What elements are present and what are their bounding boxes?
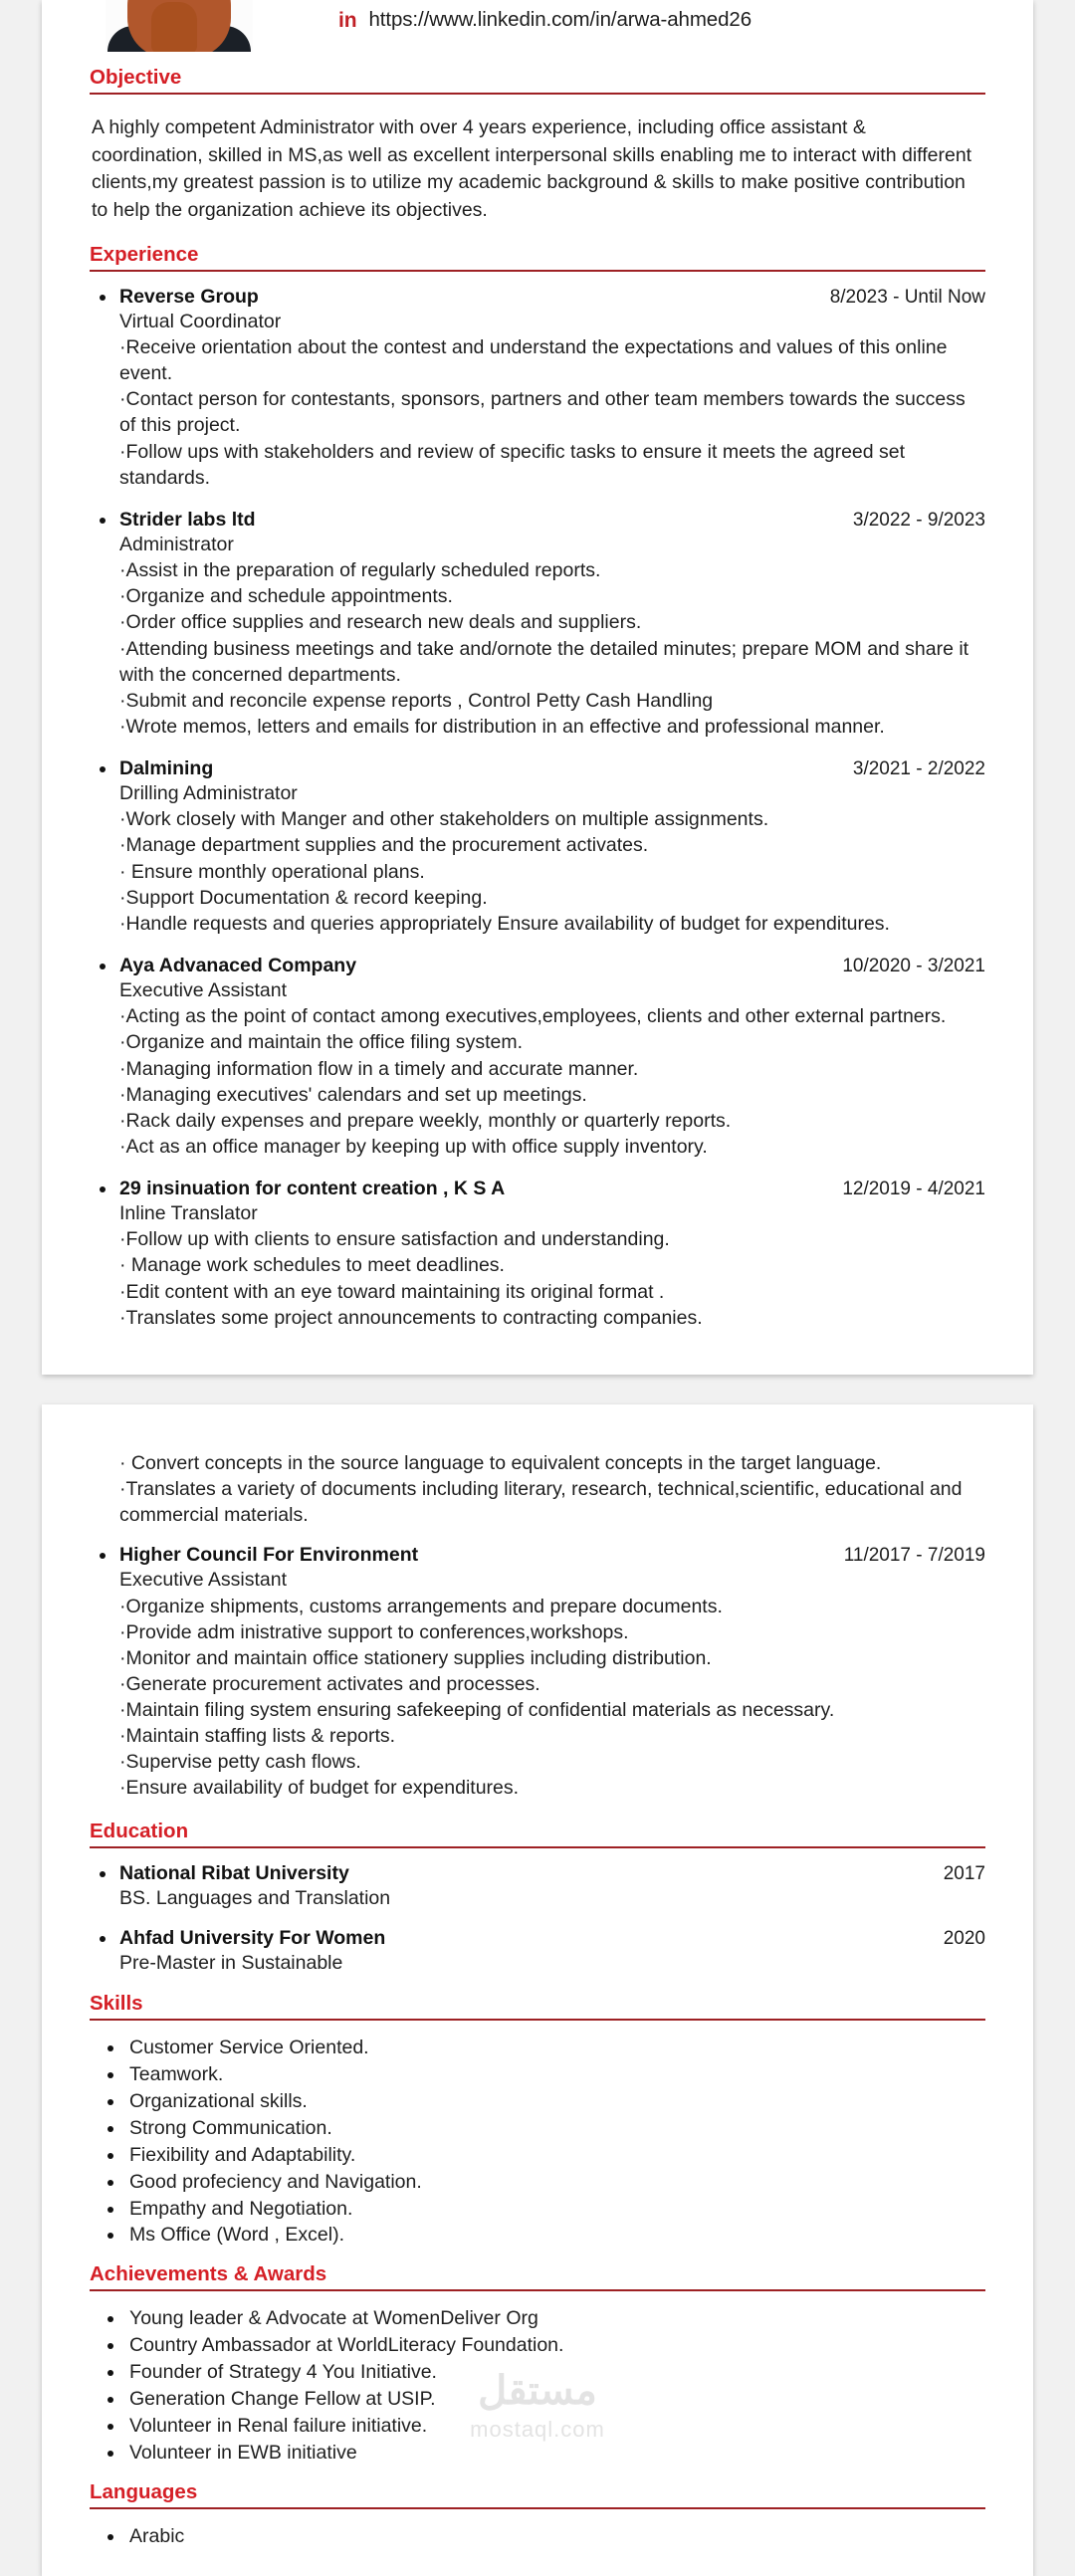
experience-bullets [90,1003,985,1160]
experience-bullet: ·Acting as the point of contact among executives,employees, clients and other external partners. [119,1005,947,1028]
experience-company: Higher Council For Environment [90,1544,418,1567]
experience-bullet: · Manage work schedules to meet deadlines. [119,1254,505,1277]
experience-date: 11/2017 - 7/2019 [843,1545,985,1567]
skills-list [90,2035,985,2249]
section-heading-languages: Languages [90,2479,198,2503]
linkedin-url[interactable]: https://www.linkedin.com/in/arwa-ahmed26 [368,8,752,31]
experience-bullet: ·Contact person for contestants, sponsors, partners and other team members towards the success of this project. [119,388,966,437]
experience-bullet: ·Order office supplies and research new deals and suppliers. [119,611,642,634]
education-entry [90,1862,985,1911]
experience-bullet: ·Ensure availability of budget for expenditures. [119,1777,520,1800]
experience-bullets [90,334,985,491]
experience-entry [90,286,985,491]
section-rule-experience [90,270,985,272]
skill-item: Organizational skills. [100,2088,985,2115]
experience-date: 10/2020 - 3/2021 [842,955,985,976]
experience-entry [90,955,985,1160]
experience-entry [90,1178,985,1331]
experience-bullet: ·Handle requests and queries appropriately Ensure availability of budget for expenditures. [119,912,890,935]
resume-header [90,0,985,52]
achievement-item: Volunteer in Renal failure initiative. [100,2413,985,2440]
skill-item: Fiexibility and Adaptability. [100,2142,985,2169]
experience-bullets [90,557,985,740]
section-heading-education: Education [90,1819,189,1842]
experience-bullet: ·Support Documentation & record keeping. [119,886,488,909]
watermark-latin: mostaql.com [470,2416,605,2442]
experience-bullet: ·Supervise petty cash flows. [119,1751,361,1774]
education-school: Ahfad University For Women [90,1927,385,1950]
experience-entry-header [90,1544,985,1567]
watermark-arabic: مستقل [478,2368,597,2413]
experience-bullet: ·Maintain staffing lists & reports. [119,1725,396,1748]
education-list [90,1862,985,1977]
achievement-item: Generation Change Fellow at USIP. [100,2386,985,2413]
experience-role: Inline Translator [119,1202,258,1224]
section-rule-objective [90,93,985,95]
contact-block [253,0,985,32]
education-entry [90,1927,985,1976]
experience-role: Executive Assistant [119,1569,287,1592]
education-entry-header [90,1862,985,1885]
experience-bullet: ·Maintain filing system ensuring safekeeping of confidential materials as necessary. [119,1699,835,1721]
achievement-item: Country Ambassador at WorldLiteracy Foundation. [100,2332,985,2359]
education-school: National Ribat University [90,1862,349,1885]
experience-bullet: ·Rack daily expenses and prepare weekly, monthly or quarterly reports. [119,1109,732,1132]
profile-photo [106,0,253,52]
experience-bullet: ·Organize and schedule appointments. [119,585,453,608]
experience-bullet: ·Monitor and maintain office stationery supplies including distribution. [119,1646,712,1669]
section-heading-achievements: Achievements & Awards [90,2262,327,2286]
experience-role: Drilling Administrator [119,782,298,804]
resume-page-2 [42,1404,1033,2576]
experience-role: Executive Assistant [119,978,287,1001]
section-rule-education [90,1846,985,1848]
skill-item: Strong Communication. [100,2115,985,2142]
experience-bullet: ·Edit content with an eye toward maintaining its original format . [119,1280,665,1303]
skill-item: Empathy and Negotiation. [100,2196,985,2223]
experience-list-page-2 [90,1544,985,1801]
experience-date: 12/2019 - 4/2021 [842,1179,985,1199]
experience-entry-header [90,1178,985,1200]
experience-entry [90,1544,985,1801]
skill-item: Good profeciency and Navigation. [100,2169,985,2196]
experience-date: 3/2022 - 9/2023 [852,509,985,531]
experience-role: Virtual Coordinator [119,310,282,332]
experience-entry-header [90,757,985,780]
experience-bullet: ·Receive orientation about the contest and understand the expectations and values of this online event. [119,336,948,385]
experience-bullet: ·Organize and maintain the office filing system. [119,1031,524,1054]
achievements-list [90,2305,985,2466]
section-heading-objective: Objective [90,66,182,89]
experience-bullet: ·Attending business meetings and take and/ornote the detailed minutes; prepare MOM and share it with the concerned departments. [119,637,969,686]
education-degree: BS. Languages and Translation [119,1886,391,1909]
experience-date: 3/2021 - 2/2022 [852,758,985,779]
experience-bullet: ·Follow ups with stakeholders and review of specific tasks to ensure it meets the agreed set standards. [119,440,906,489]
achievement-item: Volunteer in EWB initiative [100,2440,985,2467]
experience-bullet: ·Translates a variety of documents including literary, research, technical,scientific, educational and commercial materials. [119,1477,963,1527]
achievement-item: Young leader & Advocate at WomenDeliver Org [100,2305,985,2332]
experience-company: Reverse Group [90,286,259,309]
experience-company: Aya Advanaced Company [90,955,356,977]
education-degree: Pre-Master in Sustainable [119,1951,343,1974]
experience-entry [90,509,985,740]
experience-company: Strider labs ltd [90,509,256,532]
experience-bullet: ·Follow up with clients to ensure satisfaction and understanding. [119,1228,670,1251]
objective-text: A highly competent Administrator with over 4 years experience, including office assistant & coordination, skilled in MS,as well as excellent interpersonal skills enabling me to interact with different clients,my greatest passion is to utilize my academic background & skills to make positive contribution to help the organization achieve its objectives. [92,116,972,222]
experience-bullets [90,1594,985,1802]
experience-bullet: ·Translates some project announcements to contracting companies. [119,1306,703,1329]
experience-bullets [90,806,985,937]
experience-bullet: ·Manage department supplies and the procurement activates. [119,834,649,857]
skill-item: Teamwork. [100,2061,985,2088]
experience-bullet: ·Organize shipments, customs arrangements and prepare documents. [119,1595,723,1617]
section-heading-skills: Skills [90,1992,143,2016]
experience-company: 29 insinuation for content creation , K S A [90,1178,505,1200]
experience-bullet: · Convert concepts in the source language to equivalent concepts in the target language. [119,1451,882,1474]
experience-list-page-1 [90,286,985,1331]
education-year: 2020 [943,1927,985,1949]
experience-bullet: ·Assist in the preparation of regularly scheduled reports. [119,559,601,582]
education-entry-header [90,1927,985,1950]
section-rule-achievements [90,2289,985,2291]
experience-date: 8/2023 - Until Now [829,286,985,308]
experience-bullet: ·Work closely with Manger and other stakeholders on multiple assignments. [119,808,769,831]
experience-continued-bullets [90,1450,985,1528]
achievement-item: Founder of Strategy 4 You Initiative. [100,2359,985,2386]
language-item: Arabic [100,2523,985,2550]
experience-entry-header [90,955,985,977]
experience-company: Dalmining [90,757,213,780]
languages-list [90,2523,985,2550]
resume-page-1 [42,0,1033,1375]
experience-entry-header [90,509,985,532]
experience-role: Administrator [119,533,234,555]
experience-bullet: ·Wrote memos, letters and emails for distribution in an effective and professional manner. [119,715,885,738]
experience-bullet: ·Act as an office manager by keeping up with office supply inventory. [119,1135,708,1158]
linkedin-in-icon: in [338,8,357,32]
experience-entry [90,757,985,937]
experience-bullet: · Ensure monthly operational plans. [119,860,425,883]
experience-bullet: ·Provide adm inistrative support to conferences,workshops. [119,1620,629,1643]
experience-bullet: ·Generate procurement activates and processes. [119,1672,540,1695]
experience-bullet: ·Managing executives' calendars and set up meetings. [119,1083,587,1106]
skill-item: Ms Office (Word , Excel). [100,2222,985,2249]
section-heading-experience: Experience [90,242,199,266]
section-rule-languages [90,2507,985,2509]
experience-bullets [90,1226,985,1331]
section-rule-skills [90,2019,985,2021]
experience-entry-header [90,286,985,309]
experience-bullet: ·Submit and reconcile expense reports , Control Petty Cash Handling [119,689,714,712]
skill-item: Customer Service Oriented. [100,2035,985,2061]
experience-bullet: ·Managing information flow in a timely and accurate manner. [119,1057,639,1080]
linkedin-contact-row[interactable] [338,8,985,32]
education-year: 2017 [943,1862,985,1884]
